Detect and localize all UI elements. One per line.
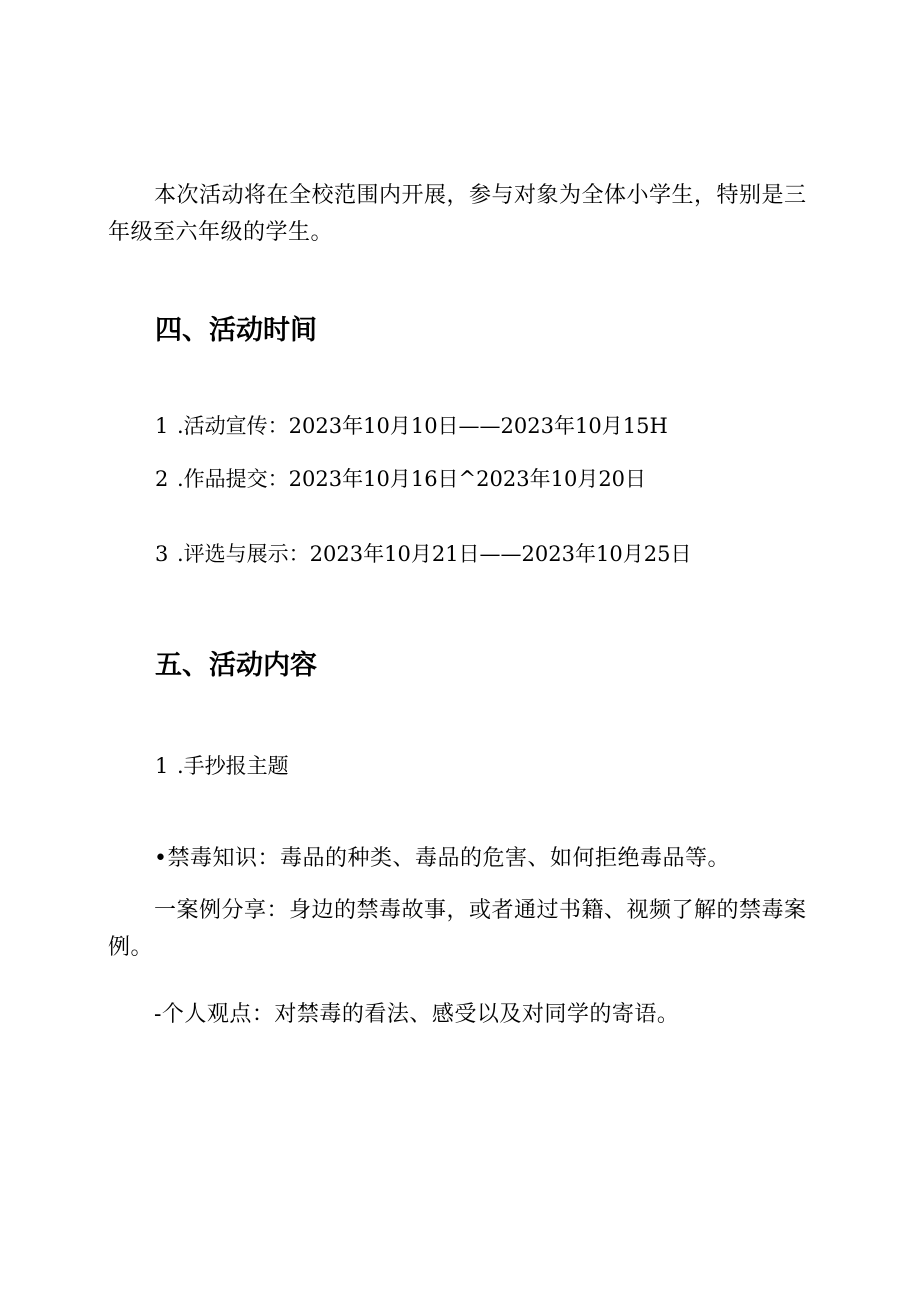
time-item-2-text: .作品提交：2023年10月16日^2023年10月20日 [177, 467, 647, 491]
time-item-1-number: 1 [155, 414, 169, 438]
bullet-case-sharing: 一案例分享：身边的禁毒故事，或者通过书籍、视频了解的禁毒案例。 [108, 898, 807, 960]
section-heading-time: 四、活动时间 [155, 315, 317, 346]
content-sub-item-1-text: .手抄报主题 [177, 754, 289, 778]
section-heading-content: 五、活动内容 [155, 650, 317, 681]
intro-paragraph: 本次活动将在全校范围内开展，参与对象为全体小学生，特别是三年级至六年级的学生。 [108, 183, 807, 245]
bullet-personal-view: -个人观点：对禁毒的看法、感受以及对同学的寄语。 [154, 1002, 680, 1027]
time-item-3-text: .评选与展示：2023年10月21日——2023年10月25日 [177, 542, 692, 566]
time-item-1-text: .活动宣传：2023年10月10日——2023年10月15H [177, 414, 668, 438]
bullet-drug-knowledge: •禁毒知识：毒品的种类、毒品的危害、如何拒绝毒品等。 [154, 846, 730, 871]
time-item-3-number: 3 [155, 542, 169, 566]
time-item-2-number: 2 [155, 467, 169, 491]
time-item-3 [155, 538, 691, 570]
time-item-1 [155, 410, 668, 442]
time-item-2 [155, 463, 646, 495]
content-sub-item-1-number: 1 [155, 754, 169, 778]
content-sub-item-1 [155, 750, 289, 782]
